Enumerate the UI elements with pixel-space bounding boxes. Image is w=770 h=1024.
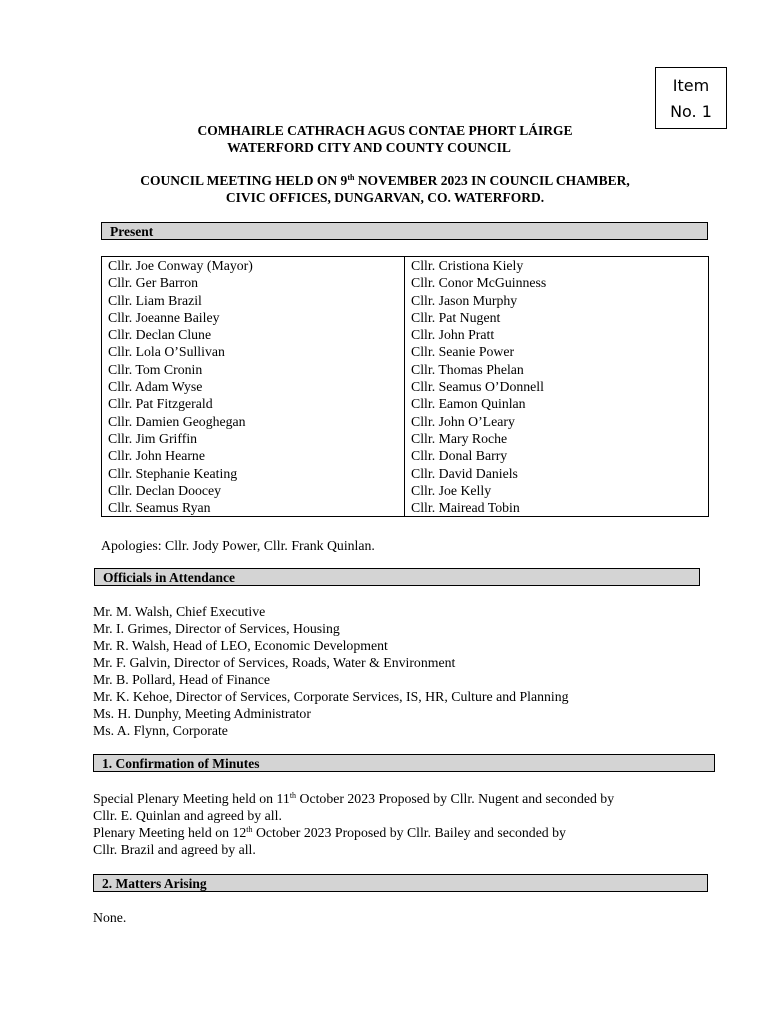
member-name: Cllr. Declan Clune (102, 326, 405, 343)
member-name: Cllr. Mairead Tobin (411, 500, 520, 516)
member-name: Cllr. Stephanie Keating (102, 465, 405, 482)
member-name: Cllr. Declan Doocey (102, 482, 405, 499)
item-number: No. 1 (670, 102, 712, 121)
list-item: Mr. M. Walsh, Chief Executive (93, 604, 266, 619)
section-confirmation-of-minutes-header: 1. Confirmation of Minutes (93, 754, 715, 772)
member-name: Cllr. Pat Nugent (411, 309, 501, 325)
item-label: Item (672, 76, 710, 95)
member-name: Cllr. Jim Griffin (102, 430, 405, 447)
table-row (102, 499, 707, 516)
table-row (102, 395, 707, 412)
member-name: Cllr. Donal Barry (411, 448, 508, 464)
council-name-english: WATERFORD CITY AND COUNTY COUNCIL (227, 140, 511, 155)
member-name: Cllr. Mary Roche (411, 430, 508, 446)
officials-section-header: Officials in Attendance (94, 568, 700, 586)
member-name: Cllr. Joe Conway (Mayor) (102, 257, 405, 274)
officials-list (93, 603, 569, 739)
member-name: Cllr. Tom Cronin (102, 361, 405, 378)
member-name: Cllr. John Hearne (102, 447, 405, 464)
matters-arising-body: None. (93, 910, 127, 925)
member-name: Cllr. Ger Barron (102, 274, 405, 291)
meeting-title-line2: CIVIC OFFICES, DUNGARVAN, CO. WATERFORD. (225, 190, 545, 205)
member-name: Cllr. Seamus O’Donnell (411, 379, 544, 395)
list-item: Mr. R. Walsh, Head of LEO, Economic Development (93, 638, 388, 653)
member-name: Cllr. Joeanne Bailey (102, 309, 405, 326)
list-item: Mr. I. Grimes, Director of Services, Housing (93, 621, 340, 636)
member-name: Cllr. Lola O’Sullivan (102, 343, 405, 360)
list-item: Mr. F. Galvin, Director of Services, Roads, Water & Environment (93, 655, 456, 670)
table-row (102, 447, 707, 464)
table-row (102, 413, 707, 430)
table-row (102, 482, 707, 499)
member-name: Cllr. Pat Fitzgerald (102, 395, 405, 412)
minutes-paragraph-2: Plenary Meeting held on 12th October 2023 Proposed by Cllr. Bailey and seconded by Cllr. Brazil and agreed by all. (93, 825, 566, 857)
table-row (102, 292, 707, 309)
table-row (102, 326, 707, 343)
section-matters-arising-header: 2. Matters Arising (93, 874, 708, 892)
present-table (101, 256, 709, 517)
table-row (102, 378, 707, 395)
table-row (102, 465, 707, 482)
list-item: Ms. A. Flynn, Corporate (93, 723, 228, 738)
item-number-box (655, 67, 727, 129)
present-section-header: Present (101, 222, 708, 240)
apologies: Apologies: Cllr. Jody Power, Cllr. Frank Quinlan. (101, 538, 375, 553)
member-name: Cllr. Joe Kelly (411, 482, 492, 498)
list-item: Mr. K. Kehoe, Director of Services, Corporate Services, IS, HR, Culture and Planning (93, 689, 569, 704)
member-name: Cllr. Seamus Ryan (102, 499, 405, 516)
member-name: Cllr. Liam Brazil (102, 292, 405, 309)
member-name: Cllr. Cristiona Kiely (411, 258, 524, 273)
member-name: Cllr. John Pratt (411, 327, 495, 343)
minutes-paragraph-1: Special Plenary Meeting held on 11th October 2023 Proposed by Cllr. Nugent and seconded by Cllr. E. Quinlan and agreed by all. (93, 791, 615, 823)
member-name: Cllr. Adam Wyse (102, 378, 405, 395)
member-name: Cllr. Conor McGuinness (411, 275, 547, 291)
member-name: Cllr. Thomas Phelan (411, 361, 524, 377)
table-row (102, 257, 707, 274)
list-item: Ms. H. Dunphy, Meeting Administrator (93, 706, 311, 721)
member-name: Cllr. Jason Murphy (411, 292, 518, 308)
table-row (102, 309, 707, 326)
meeting-title-line1: COUNCIL MEETING HELD ON 9th NOVEMBER 2023 IN COUNCIL CHAMBER, (140, 173, 630, 188)
member-name: Cllr. Seanie Power (411, 344, 515, 360)
member-name: Cllr. John O’Leary (411, 413, 515, 429)
table-row (102, 430, 707, 447)
table-row (102, 274, 707, 291)
table-row (102, 361, 707, 378)
member-name: Cllr. Damien Geoghegan (102, 413, 405, 430)
council-name-irish: COMHAIRLE CATHRACH AGUS CONTAE PHORT LÁIRGE (197, 123, 573, 138)
table-row (102, 343, 707, 360)
member-name: Cllr. Eamon Quinlan (411, 396, 526, 412)
list-item: Mr. B. Pollard, Head of Finance (93, 672, 271, 687)
present-members-table (102, 257, 707, 516)
member-name: Cllr. David Daniels (411, 465, 518, 481)
